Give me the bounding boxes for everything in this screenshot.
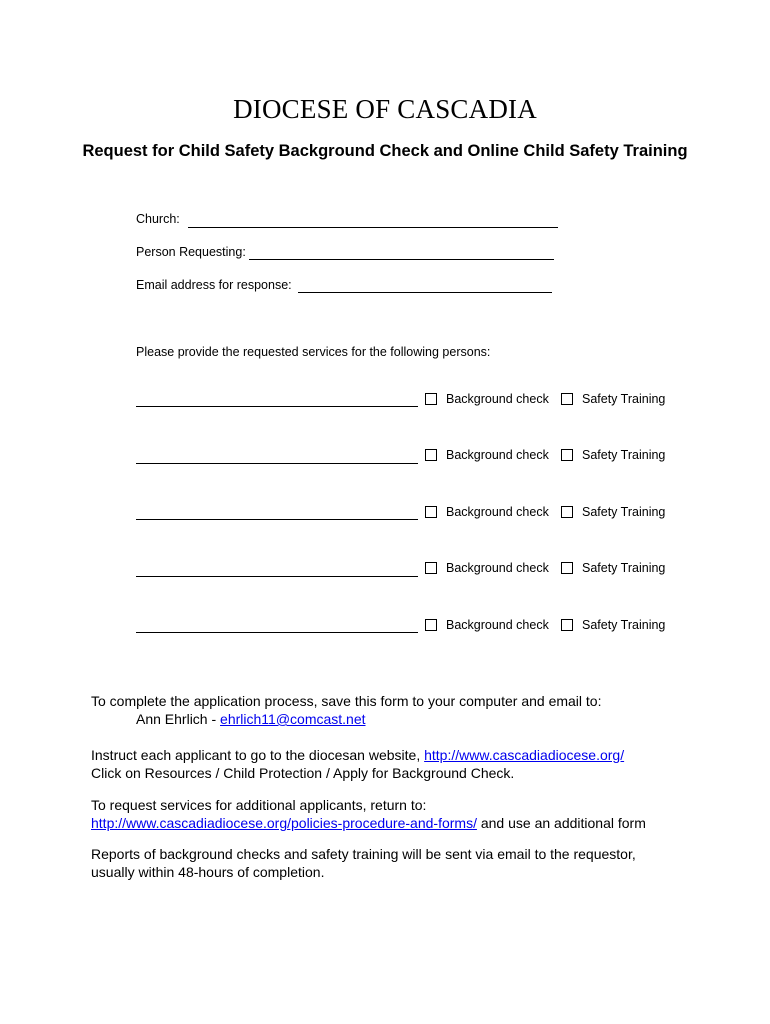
- applicant-name-field[interactable]: [136, 406, 418, 407]
- person-requesting-field[interactable]: [249, 259, 554, 260]
- background-checkbox[interactable]: [425, 506, 437, 518]
- background-check-label: Background check: [446, 448, 549, 462]
- instructions-block: [91, 692, 601, 728]
- background-check-option[interactable]: [425, 392, 549, 406]
- person-requesting-label: Person Requesting:: [136, 245, 246, 259]
- complete-instruction: To complete the application process, save this form to your computer and email to:: [91, 693, 602, 709]
- forms-line: [91, 814, 646, 832]
- diocese-website-link[interactable]: http://www.cascadiadiocese.org/: [424, 747, 625, 763]
- form-subtitle: Request for Child Safety Background Check and Online Child Safety Training: [82, 142, 688, 160]
- training-checkbox[interactable]: [561, 506, 573, 518]
- safety-training-option[interactable]: [561, 448, 665, 462]
- website-line: [91, 746, 624, 764]
- reports-block: [91, 845, 636, 881]
- background-check-option[interactable]: [425, 505, 549, 519]
- page-title: DIOCESE OF CASCADIA: [233, 94, 537, 124]
- forms-suffix: and use an additional form: [476, 815, 646, 831]
- website-instruction: Instruct each applicant to go to the diocesan website,: [91, 747, 425, 763]
- background-check-label: Background check: [446, 505, 549, 519]
- safety-training-option[interactable]: [561, 618, 665, 632]
- training-checkbox[interactable]: [561, 449, 573, 461]
- background-check-option[interactable]: [425, 561, 549, 575]
- applicant-name-field[interactable]: [136, 463, 418, 464]
- safety-training-label: Safety Training: [582, 448, 666, 462]
- forms-page-link[interactable]: http://www.cascadiadiocese.org/policies-procedure-and-forms/: [91, 815, 477, 831]
- additional-applicants-block: [91, 796, 646, 832]
- safety-training-label: Safety Training: [582, 505, 666, 519]
- training-checkbox[interactable]: [561, 562, 573, 574]
- background-check-option[interactable]: [425, 618, 549, 632]
- safety-training-option[interactable]: [561, 392, 665, 406]
- email-field[interactable]: [298, 292, 552, 293]
- safety-training-label: Safety Training: [582, 618, 666, 632]
- contact-line: [91, 710, 601, 728]
- training-checkbox[interactable]: [561, 619, 573, 631]
- training-checkbox[interactable]: [561, 393, 573, 405]
- services-prompt: Please provide the requested services for the following persons:: [136, 345, 491, 359]
- reports-line-1: Reports of background checks and safety training will be sent via email to the requestor,: [91, 846, 636, 862]
- background-checkbox[interactable]: [425, 449, 437, 461]
- safety-training-label: Safety Training: [582, 392, 666, 406]
- reports-line-2: usually within 48-hours of completion.: [91, 864, 325, 880]
- church-field[interactable]: [188, 227, 558, 228]
- applicant-name-field[interactable]: [136, 576, 418, 577]
- navigation-instruction: Click on Resources / Child Protection / Apply for Background Check.: [91, 765, 515, 781]
- contact-name: Ann Ehrlich -: [136, 711, 221, 727]
- additional-instruction: To request services for additional applicants, return to:: [91, 797, 427, 813]
- safety-training-label: Safety Training: [582, 561, 666, 575]
- website-instruction-block: [91, 746, 624, 782]
- background-check-label: Background check: [446, 561, 549, 575]
- applicant-name-field[interactable]: [136, 519, 418, 520]
- background-checkbox[interactable]: [425, 619, 437, 631]
- background-checkbox[interactable]: [425, 393, 437, 405]
- safety-training-option[interactable]: [561, 561, 665, 575]
- email-label: Email address for response:: [136, 278, 292, 292]
- safety-training-option[interactable]: [561, 505, 665, 519]
- background-check-label: Background check: [446, 618, 549, 632]
- contact-email-link[interactable]: ehrlich11@comcast.net: [220, 711, 366, 727]
- church-label: Church:: [136, 212, 180, 226]
- applicant-name-field[interactable]: [136, 632, 418, 633]
- background-check-option[interactable]: [425, 448, 549, 462]
- background-check-label: Background check: [446, 392, 549, 406]
- background-checkbox[interactable]: [425, 562, 437, 574]
